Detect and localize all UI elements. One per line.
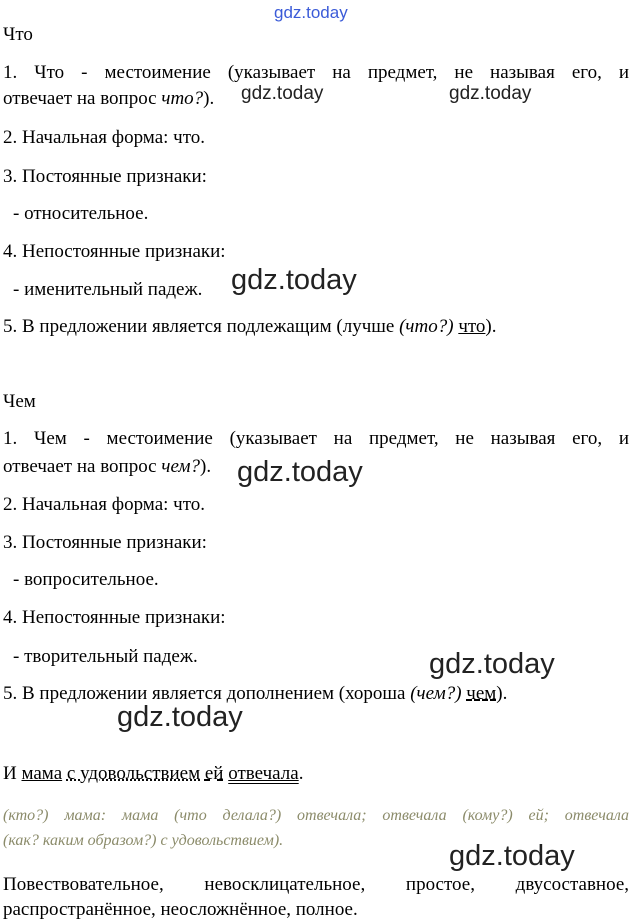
paragraph: - именительный падеж.	[13, 279, 203, 300]
paragraph: 1. Чем - местоимение (указывает на предмет, не называя его, и	[3, 428, 629, 449]
watermark-top: gdz.today	[274, 3, 348, 22]
text: отвечает на вопрос	[3, 456, 162, 477]
faded-analysis-line: (как? каким образом?) с удовольствием).	[3, 832, 284, 849]
watermark: gdz.today	[241, 83, 324, 104]
text: ).	[203, 88, 215, 109]
paragraph: 2. Начальная форма: что.	[3, 494, 206, 515]
paragraph	[3, 456, 211, 478]
text: 5. В предложении является подлежащим (лучше	[3, 316, 400, 337]
paragraph: - вопросительное.	[13, 569, 159, 590]
object: ей	[204, 763, 224, 784]
analyzed-sentence	[3, 763, 303, 785]
watermark: gdz.today	[449, 840, 575, 872]
text: .	[298, 763, 304, 784]
underlined-word: чем	[466, 683, 497, 704]
paragraph	[3, 316, 497, 338]
section-title: Чем	[3, 391, 36, 412]
paragraph: 4. Непостоянные признаки:	[3, 241, 226, 262]
paragraph: - относительное.	[13, 203, 149, 224]
paragraph: 4. Непостоянные признаки:	[3, 607, 226, 628]
adverbial: с удовольствием	[66, 763, 201, 784]
question: что?	[161, 88, 204, 109]
watermark: gdz.today	[231, 264, 357, 296]
paragraph: - творительный падеж.	[13, 646, 198, 667]
paragraph: 1. Что - местоимение (указывает на предмет, не называя его, и	[3, 62, 629, 83]
subject: мама	[21, 763, 63, 784]
paragraph: 2. Начальная форма: что.	[3, 127, 206, 148]
question: (что?)	[399, 316, 454, 337]
predicate: отвечала	[228, 763, 299, 784]
underlined-word: что	[458, 316, 486, 337]
characteristics: распространённое, неосложнённое, полное.	[3, 899, 358, 920]
question: чем?	[161, 456, 201, 477]
watermark: gdz.today	[117, 701, 243, 733]
watermark: gdz.today	[449, 83, 532, 104]
text: 5. В предложении является дополнением (хороша	[3, 683, 411, 704]
text: И	[3, 763, 22, 784]
section-title: Что	[3, 24, 33, 45]
paragraph: 3. Постоянные признаки:	[3, 166, 207, 187]
text: отвечает на вопрос	[3, 88, 162, 109]
paragraph: 3. Постоянные признаки:	[3, 532, 207, 553]
text: ).	[496, 683, 508, 704]
text: ).	[485, 316, 497, 337]
question: (чем?)	[410, 683, 462, 704]
characteristics: Повествовательное, невосклицательное, простое, двусоставное,	[3, 874, 629, 895]
watermark: gdz.today	[237, 456, 363, 488]
watermark: gdz.today	[429, 648, 555, 680]
paragraph	[3, 683, 507, 705]
text: ).	[200, 456, 212, 477]
faded-analysis-line: (кто?) мама: мама (что делала?) отвечала; отвечала (кому?) ей; отвечала	[3, 807, 629, 824]
paragraph	[3, 88, 214, 110]
